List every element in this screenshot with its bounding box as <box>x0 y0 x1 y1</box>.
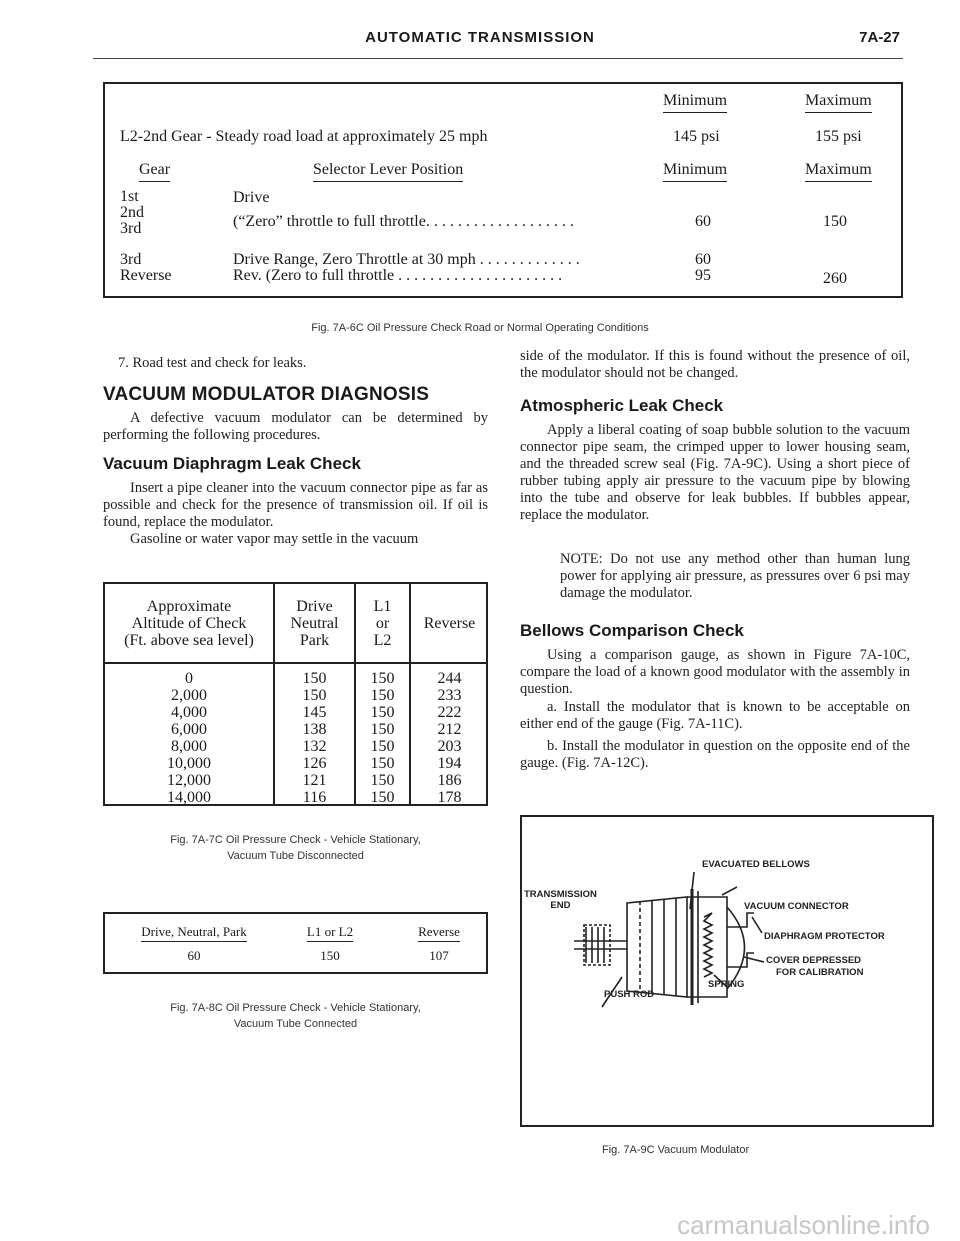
label-transmission-end <box>524 889 597 911</box>
l1l2-cell: 150 <box>370 789 395 806</box>
row2-position-drive: Drive Range, Zero Throttle at 30 mph . . . . . . . . . . . . . <box>233 251 580 268</box>
gear-header: Gear <box>139 161 170 182</box>
head-reverse: Reverse <box>423 615 476 632</box>
t3-head-l1l2: L1 or L2 <box>307 924 353 942</box>
t3-head-drive: Drive, Neutral, Park <box>141 924 246 942</box>
label-evacuated-bellows: EVACUATED BELLOWS <box>702 859 810 870</box>
altitude-cell: 10,000 <box>167 755 211 772</box>
vacuum-modulator-figure <box>520 815 934 1127</box>
l2-row-min: 145 psi <box>673 128 720 145</box>
head-l1l2-2: or <box>375 615 390 632</box>
para-step-a: a. Install the modulator that is known to be acceptable on either end of the gauge (Fig. 7A-11C). <box>520 699 910 732</box>
reverse-cell: 212 <box>437 721 462 738</box>
l1l2-column <box>356 670 409 806</box>
row2-min-drive: 60 <box>695 251 711 268</box>
head-altitude-2: Altitude of Check <box>131 615 247 632</box>
label-diaphragm-protector: DIAPHRAGM PROTECTOR <box>764 931 885 942</box>
oil-pressure-road-table <box>103 82 903 298</box>
para-atmospheric: Apply a liberal coating of soap bubble solution to the vacuum connector pipe seam, the crimped upper to lower housing seam, and the threaded screw seal (Fig. 7A-9C). Using a short piece of rubber tubing apply air pressure to the vacuum pipe by blowing into the tube and observe for leak bubbles. If bubbles appear, replace the modulator. <box>520 422 910 523</box>
reverse-cell: 233 <box>437 687 462 704</box>
head-altitude-1: Approximate <box>146 598 232 615</box>
t3-val-drive: 60 <box>187 948 201 963</box>
gear-3rd-b: 3rd <box>120 251 142 268</box>
head-drive-1: Drive <box>296 598 333 615</box>
gear-3rd: 3rd <box>120 220 142 237</box>
l1l2-cell: 150 <box>370 772 395 789</box>
head-altitude-3: (Ft. above sea level) <box>124 632 254 649</box>
figure-caption-7c <box>103 832 488 864</box>
l2-row-max: 155 psi <box>815 128 862 145</box>
figure-caption-9c: Fig. 7A-9C Vacuum Modulator <box>602 1144 750 1156</box>
page-number: 7A-27 <box>859 29 900 46</box>
l1l2-cell: 150 <box>370 738 395 755</box>
col-minimum-header: Minimum <box>663 92 727 113</box>
head-l1l2-1: L1 <box>373 598 392 615</box>
row2-max: 260 <box>823 270 847 287</box>
head-drive-2: Neutral <box>290 615 339 632</box>
head-l1l2-3: L2 <box>373 632 392 649</box>
label-cover-depressed-1: COVER DEPRESSED <box>766 955 862 966</box>
para-diaphragm-1: Insert a pipe cleaner into the vacuum connector pipe as far as possible and check for the presence of transmission oil. If oil is found, replace the modulator. <box>103 480 488 530</box>
running-header-title: AUTOMATIC TRANSMISSION <box>365 29 595 46</box>
drive-column <box>275 670 354 806</box>
label-vacuum-connector: VACUUM CONNECTOR <box>744 901 849 912</box>
header-rule <box>93 58 903 59</box>
l1l2-cell: 150 <box>370 687 395 704</box>
head-drive <box>275 598 354 649</box>
row2-min-rev: 95 <box>695 267 711 284</box>
drive-cell: 150 <box>302 670 327 687</box>
selector-header: Selector Lever Position <box>313 161 463 182</box>
drive-cell: 145 <box>302 704 327 721</box>
caption-8c-line1: Fig. 7A-8C Oil Pressure Check - Vehicle Stationary, <box>170 1002 421 1014</box>
head-altitude <box>105 598 273 649</box>
reverse-cell: 222 <box>437 704 462 721</box>
caption-7c-line2: Vacuum Tube Disconnected <box>227 850 364 862</box>
l2-row-label: L2-2nd Gear - Steady road load at approximately 25 mph <box>120 128 488 145</box>
para-intro: A defective vacuum modulator can be determined by performing the following procedures. <box>103 410 488 443</box>
row1-max: 150 <box>823 213 847 230</box>
t3-val-l1l2: 150 <box>320 948 340 963</box>
row2-position-rev: Rev. (Zero to full throttle . . . . . . . . . . . . . . . . . . . . . <box>233 267 563 284</box>
label-spring: SPRING <box>708 979 745 990</box>
altitude-cell: 8,000 <box>171 738 207 755</box>
reverse-cell: 244 <box>437 670 462 687</box>
para-bellows: Using a comparison gauge, as shown in Figure 7A-10C, compare the load of a known good modulator with the assembly in question. <box>520 647 910 697</box>
col-maximum-header: Maximum <box>805 92 872 113</box>
altitude-cell: 4,000 <box>171 704 207 721</box>
altitude-cell: 0 <box>185 670 193 687</box>
label-transmission: TRANSMISSION <box>524 889 597 900</box>
gear-2nd: 2nd <box>120 204 144 221</box>
altitude-cell: 14,000 <box>167 789 211 806</box>
l1l2-cell: 150 <box>370 704 395 721</box>
label-cover-depressed <box>766 955 863 979</box>
maximum-header: Maximum <box>805 161 872 182</box>
label-cover-depressed-2: FOR CALIBRATION <box>776 967 864 978</box>
t3-head-reverse: Reverse <box>418 924 460 942</box>
heading-vacuum-diaphragm: Vacuum Diaphragm Leak Check <box>103 454 361 473</box>
heading-vacuum-modulator-diagnosis: VACUUM MODULATOR DIAGNOSIS <box>103 384 430 405</box>
row1-min: 60 <box>695 213 711 230</box>
altitude-cell: 6,000 <box>171 721 207 738</box>
row1-position-throttle: (“Zero” throttle to full throttle. . . . . . . . . . . . . . . . . . . <box>233 213 574 230</box>
l1l2-cell: 150 <box>370 670 395 687</box>
row2-gears <box>120 252 172 284</box>
minimum-header: Minimum <box>663 161 727 182</box>
caption-7c-line1: Fig. 7A-7C Oil Pressure Check - Vehicle Stationary, <box>170 834 421 846</box>
header-divider <box>105 662 486 664</box>
row1-gears <box>120 189 144 237</box>
label-push-rod: PUSH ROD <box>604 989 655 1000</box>
heading-atmospheric-leak: Atmospheric Leak Check <box>520 396 724 415</box>
reverse-column <box>411 670 488 806</box>
figure-caption-6c: Fig. 7A-6C Oil Pressure Check Road or Normal Operating Conditions <box>311 322 649 334</box>
para-diaphragm-2: Gasoline or water vapor may settle in the vacuum <box>130 531 419 547</box>
reverse-cell: 178 <box>437 789 462 806</box>
altitude-cell: 2,000 <box>171 687 207 704</box>
gear-reverse: Reverse <box>120 267 172 284</box>
l1l2-cell: 150 <box>370 721 395 738</box>
row1-position-drive: Drive <box>233 189 270 206</box>
t3-val-reverse: 107 <box>429 948 449 963</box>
reverse-cell: 203 <box>437 738 462 755</box>
note-air-pressure: NOTE: Do not use any method other than human lung power for applying air pressure, as pressures over 6 psi may damage the modulator. <box>560 551 910 601</box>
label-end: END <box>550 900 571 911</box>
drive-cell: 116 <box>302 789 327 806</box>
altitude-column <box>105 670 273 806</box>
figure-caption-8c <box>103 1000 488 1032</box>
para-step-b: b. Install the modulator in question on the opposite end of the gauge. (Fig. 7A-12C). <box>520 738 910 771</box>
reverse-cell: 194 <box>437 755 462 772</box>
watermark: carmanualsonline.info <box>677 1210 930 1240</box>
altitude-cell: 12,000 <box>167 772 211 789</box>
step-7: 7. Road test and check for leaks. <box>118 355 307 371</box>
l1l2-cell: 150 <box>370 755 395 772</box>
gear-1st: 1st <box>120 188 139 205</box>
drive-cell: 138 <box>302 721 327 738</box>
drive-cell: 132 <box>302 738 327 755</box>
row2-min <box>695 252 711 284</box>
altitude-pressure-table <box>103 582 488 806</box>
head-drive-3: Park <box>299 632 330 649</box>
drive-cell: 121 <box>302 772 327 789</box>
reverse-cell: 186 <box>437 772 462 789</box>
vacuum-connected-table <box>103 912 488 974</box>
para-continuation: side of the modulator. If this is found without the presence of oil, the modulator should not be changed. <box>520 348 910 381</box>
heading-bellows-comparison: Bellows Comparison Check <box>520 621 744 640</box>
head-l1l2 <box>356 598 409 649</box>
drive-cell: 150 <box>302 687 327 704</box>
caption-8c-line2: Vacuum Tube Connected <box>233 1018 358 1030</box>
drive-cell: 126 <box>302 755 327 772</box>
row2-positions <box>233 252 580 284</box>
